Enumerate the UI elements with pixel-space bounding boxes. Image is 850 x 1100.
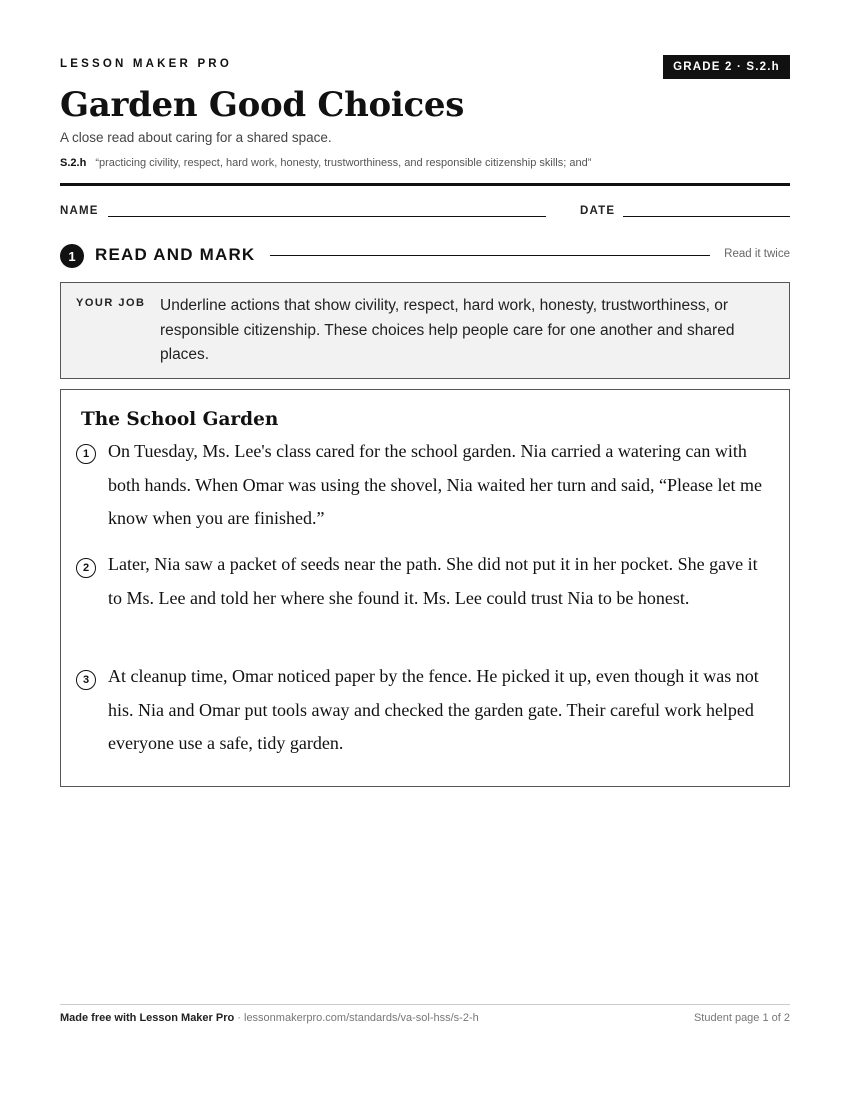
paragraph-text: Later, Nia saw a packet of seeds near the path. She did not put it in her pocket. She gave it to Ms. Lee and told her where she found it. Ms. Lee could trust Nia to be honest.: [108, 554, 758, 608]
story-title: The School Garden: [81, 409, 279, 430]
instructions-text: Underline actions that show civility, respect, hard work, honesty, trustworthiness, or responsible citizenship. These choices help people care for one another and shared places.: [160, 297, 735, 363]
footer-divider: [60, 1004, 790, 1005]
grade-badge: GRADE 2 · S.2.h: [663, 55, 790, 79]
name-field[interactable]: [108, 216, 546, 217]
footer-made-with: Made free with Lesson Maker Pro: [60, 1012, 235, 1024]
header-divider: [60, 183, 790, 186]
name-label: NAME: [60, 205, 99, 217]
brand-name: LESSON MAKER PRO: [60, 58, 232, 70]
paragraph-text: At cleanup time, Omar noticed paper by the fence. He picked it up, even though it was not his. Nia and Omar put tools away and checked the garden gate. Their careful work helped everyone use a safe, tidy garden.: [108, 666, 759, 753]
section-hint: Read it twice: [724, 248, 790, 260]
footer-page-number: Student page 1 of 2: [693, 1012, 790, 1024]
section-divider: [270, 255, 710, 256]
date-field[interactable]: [623, 216, 790, 217]
page-subtitle: A close read about caring for a shared space.: [60, 130, 332, 145]
section-title: READ AND MARK: [95, 245, 256, 264]
footer-url[interactable]: · lessonmakerpro.com/standards/va-sol-hss/s-2-h: [234, 1012, 479, 1024]
standard-line: [60, 157, 591, 169]
standard-text: “practicing civility, respect, hard work, honesty, trustworthiness, and responsible citizenship skills; and”: [95, 157, 592, 169]
page-title: Garden Good Choices: [60, 85, 465, 125]
story-box: [60, 389, 790, 787]
paragraph-number: 3: [76, 670, 96, 690]
standard-code: S.2.h: [60, 157, 87, 169]
instructions-label: YOUR JOB: [76, 297, 146, 309]
date-label: DATE: [580, 205, 616, 217]
instructions-box: [60, 282, 790, 379]
worksheet-page: [60, 0, 790, 1100]
paragraph-number: 2: [76, 558, 96, 578]
paragraph-text: On Tuesday, Ms. Lee's class cared for the school garden. Nia carried a watering can with both hands. When Omar was using the shovel, Nia waited her turn and said, “Please let me know when you are finished.”: [108, 441, 763, 528]
footer-credit: [60, 1012, 479, 1024]
paragraph-number: 1: [76, 444, 96, 464]
section-number: 1: [60, 244, 84, 268]
